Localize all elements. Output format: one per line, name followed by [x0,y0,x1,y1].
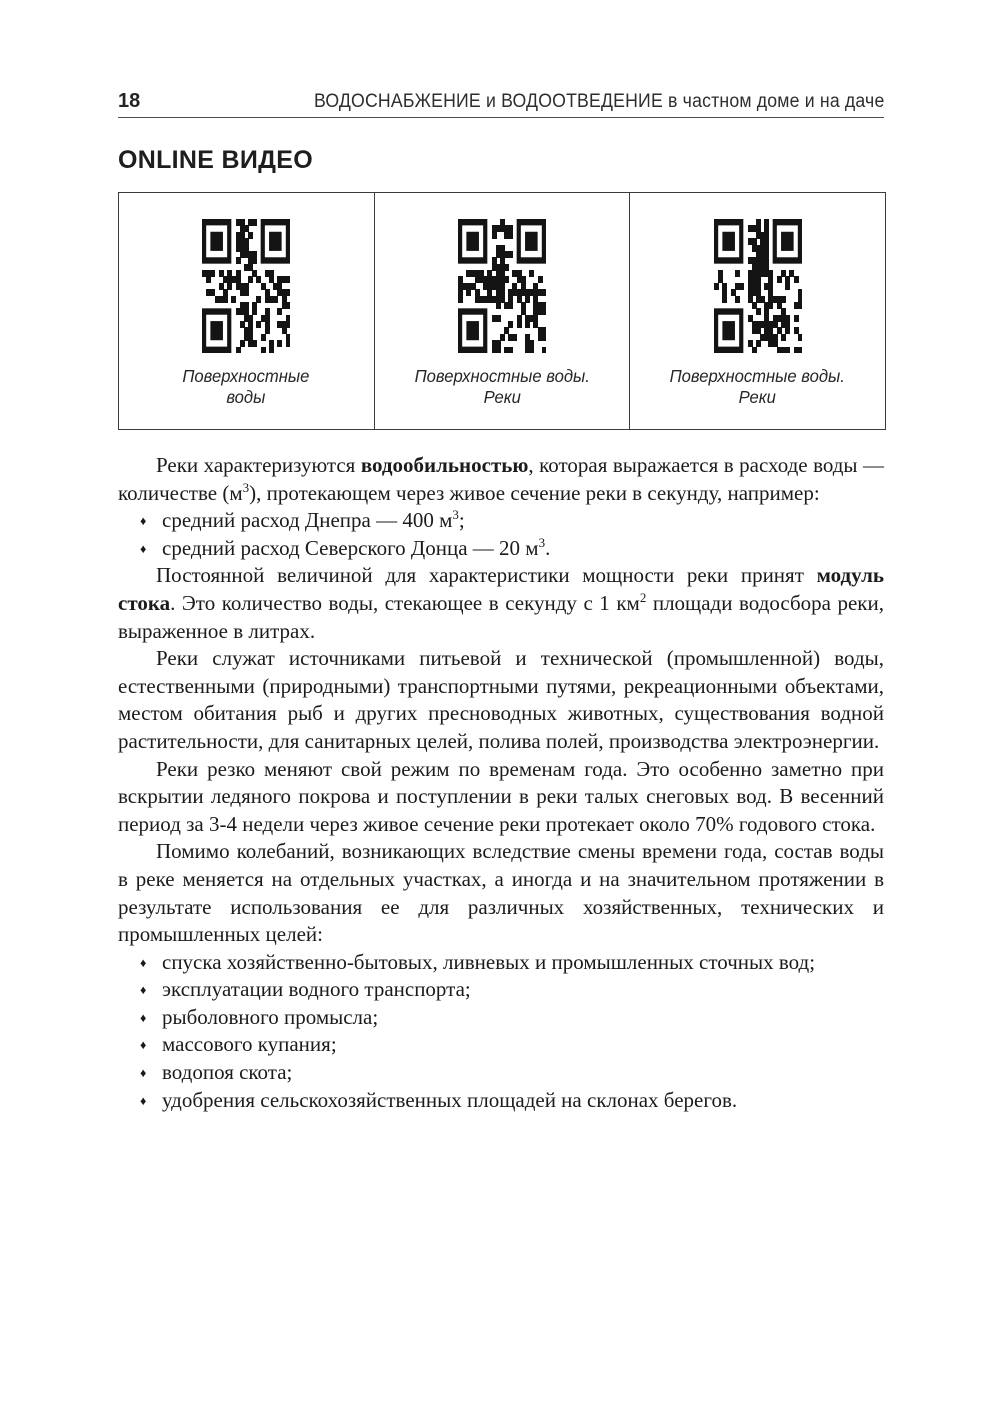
bullet-list [118,949,884,1115]
body-text [118,452,884,1114]
qr-caption [670,366,845,408]
qr-caption-line: воды [226,387,266,407]
paragraph: Реки резко меняют свой режим по временам года. Это особенно заметно при вскрытии ледяного покрова и поступлении в реки талых снеговых вод. В весенний период за 3-4 недели через живое сечение реки протекает около 70% годового стока. [118,756,884,836]
list-item: ♦ водопоя скота; [118,1059,884,1087]
paragraph: Реки служат источниками питьевой и технической (промышленной) воды, естественными (природными) транспортными путями, рекреационными объектами, местом обитания рыб и других пресноводных животных, существования водной растительности, для санитарных целей, полива полей, производства электроэнергии. [118,646,884,753]
qr-caption-line: Поверхностные воды. [670,366,846,386]
qr-caption-line: Реки [483,387,521,407]
paragraph: Реки характеризуются водообильностью, которая выражается в расходе воды — количестве $(м^3)$, протекающем через живое сечение реки в секунду, например: [118,453,884,505]
list-item: ♦ спуска хозяйственно-бытовых, ливневых и промышленных сточных вод; [118,949,884,977]
list-item: ♦ массового купания; [118,1031,884,1059]
qr-caption-line: Поверхностные [182,366,310,386]
bullet-list [118,507,884,562]
qr-caption [414,366,589,408]
list-item: ♦ эксплуатации водного транспорта; [118,976,884,1004]
qr-caption-line: Реки [739,387,777,407]
qr-cell [119,193,374,429]
list-item: ♦ средний расход Днепра — 400 $м^3$; [118,507,884,535]
qr-caption [183,366,310,408]
qr-code-image [458,219,546,353]
list-item: ♦ рыболовного промысла; [118,1004,884,1032]
header-rule [118,117,884,118]
paragraph: Постоянной величиной для характеристики мощности реки принят модуль стока. Это количество воды, стекающее в секунду с 1 $км^2$ площади водосбора реки, выраженное в литрах. [118,563,884,643]
page-header [118,90,884,113]
qr-code-image [202,219,290,353]
list-item: ♦ средний расход Северского Донца — 20 $м^3$. [118,535,884,563]
qr-table [118,192,886,430]
qr-cell [374,193,630,429]
qr-cell [629,193,885,429]
section-heading: ONLINE ВИДЕО [118,146,313,174]
list-item: ♦ удобрения сельскохозяйственных площадей на склонах берегов. [118,1087,884,1115]
qr-caption-line: Поверхностные воды. [414,366,590,386]
page-number: 18 [118,90,141,112]
paragraph: Помимо колебаний, возникающих вследствие смены времени года, состав воды в реке меняется на отдельных участках, а иногда и на значительном протяжении в результате использования ее для различных хозяйственных, технических и промышленных целей: [118,839,884,947]
qr-code-image [714,219,802,353]
running-title: ВОДОСНАБЖЕНИЕ и ВОДООТВЕДЕНИЕ в частном доме и на даче [313,91,884,112]
